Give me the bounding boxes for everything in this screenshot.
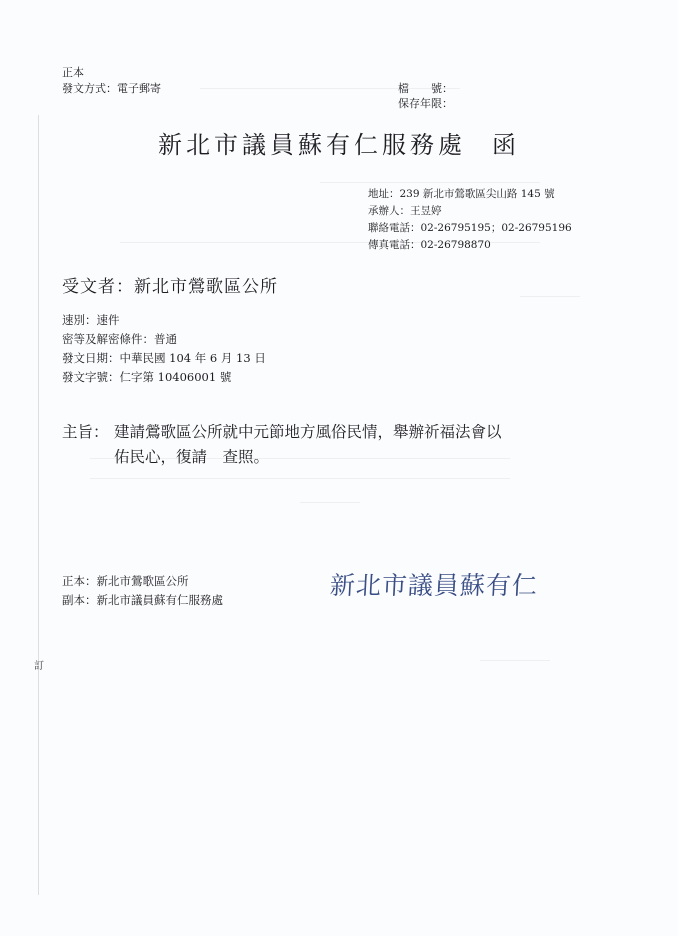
copy-recipient: 副本：新北市議員蘇有仁服務處 — [62, 593, 223, 607]
office-name: 新北市議員蘇有仁服務處 — [158, 131, 466, 159]
meta-block — [62, 311, 266, 387]
original-label: 正本 — [62, 66, 84, 79]
distribution-block — [62, 572, 223, 610]
binding-mark: 訂 — [34, 661, 44, 672]
original-recipient: 正本：新北市鶯歌區公所 — [62, 574, 189, 588]
subject-line-2: 佑民心，復請 查照。 — [114, 448, 270, 466]
speed: 速別：速件 — [62, 313, 120, 327]
send-method: 發文方式：電子郵寄 — [62, 82, 161, 95]
bleed-through-line — [520, 296, 580, 297]
binding-margin-line — [38, 115, 39, 895]
subject-line-1: 建請鶯歌區公所就中元節地方風俗民情，舉辦祈福法會以 — [114, 423, 502, 441]
document-number: 發文字號：仁字第 10406001 號 — [62, 370, 232, 384]
bleed-through-line — [300, 502, 360, 503]
phone: 聯絡電話：02-26795195；02-26795196 — [368, 222, 572, 234]
contact-block — [368, 186, 572, 254]
document-title — [0, 125, 678, 160]
issue-date: 發文日期：中華民國 104 年 6 月 13 日 — [62, 351, 266, 365]
file-number-label: 檔 號： — [398, 82, 453, 95]
bleed-through-line — [320, 182, 540, 183]
recipient: 受文者：新北市鶯歌區公所 — [62, 277, 278, 297]
signature-stamp: 新北市議員蘇有仁 — [329, 571, 539, 600]
classification: 密等及解密條件：普通 — [62, 332, 177, 346]
retention-label: 保存年限： — [398, 97, 453, 110]
handler: 承辦人：王昱婷 — [368, 205, 442, 217]
subject-label: 主旨： — [62, 423, 109, 441]
address: 地址：239 新北市鶯歌區尖山路 145 號 — [368, 188, 555, 200]
document-type: 函 — [492, 131, 520, 159]
fax: 傳真電話：02-26798870 — [368, 239, 491, 251]
bleed-through-line — [480, 660, 550, 661]
bleed-through-line — [90, 478, 510, 479]
